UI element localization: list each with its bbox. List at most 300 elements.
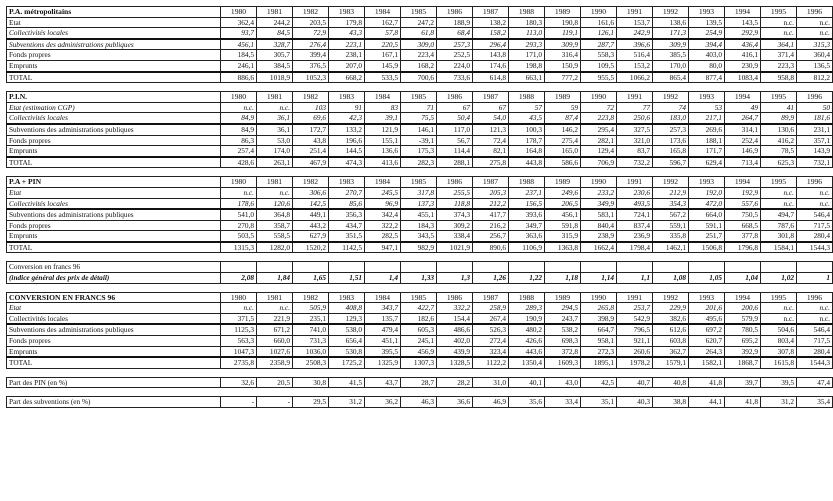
- value-cell: 144,5: [329, 146, 365, 157]
- row-label: Emprunts: [7, 346, 221, 357]
- value-cell: n.c.: [257, 187, 293, 198]
- value-cell: 563,3: [221, 336, 257, 347]
- conversion-value: 1,08: [653, 273, 689, 284]
- year-header: 1992: [653, 292, 689, 303]
- value-cell: 135,7: [365, 313, 401, 324]
- value-cell: 188,9: [437, 17, 473, 28]
- value-cell: 276,4: [293, 39, 329, 50]
- table-row: [7, 146, 833, 157]
- block-title: P.A + PIN: [7, 177, 221, 188]
- row-label: Subventions des administrations publiques: [7, 39, 221, 50]
- table-row: [7, 209, 833, 220]
- year-header: 1989: [545, 177, 581, 188]
- value-cell: 422,7: [401, 303, 437, 314]
- value-cell: 503,5: [221, 231, 257, 242]
- value-cell: 41: [761, 102, 797, 113]
- year-header: 1981: [257, 177, 293, 188]
- year-header: 1981: [257, 7, 293, 18]
- value-cell: 309,9: [545, 39, 581, 50]
- value-cell: 451,1: [365, 336, 401, 347]
- value-cell: 1307,3: [401, 357, 437, 368]
- value-cell: 493,5: [617, 198, 653, 209]
- value-cell: 362,4: [221, 17, 257, 28]
- value-cell: 84,9: [221, 124, 257, 135]
- value-cell: 77: [617, 102, 653, 113]
- value-cell: 78,5: [761, 146, 797, 157]
- value-cell: 890,6: [473, 242, 509, 253]
- table-row: [7, 50, 833, 61]
- value-cell: 252,5: [437, 50, 473, 61]
- value-cell: 2508,3: [293, 357, 329, 368]
- value-cell: 1662,4: [581, 242, 617, 253]
- value-cell: 837,4: [617, 220, 653, 231]
- value-cell: 137,3: [401, 198, 437, 209]
- value-cell: 349,9: [581, 198, 617, 209]
- year-header: 1985: [401, 92, 437, 103]
- share-value: 46,3: [401, 397, 437, 408]
- value-cell: 143,5: [725, 17, 761, 28]
- year-header: 1984: [365, 7, 401, 18]
- value-cell: 1978,2: [617, 357, 653, 368]
- conversion-value: 1,04: [725, 273, 761, 284]
- value-cell: n.c.: [221, 187, 257, 198]
- value-cell: 178,6: [221, 198, 257, 209]
- share-value: 40,1: [509, 377, 545, 388]
- value-cell: 393,6: [509, 209, 545, 220]
- value-cell: 629,4: [689, 157, 725, 168]
- value-cell: 315,3: [797, 39, 833, 50]
- value-cell: 200,6: [725, 303, 761, 314]
- table-row: [7, 39, 833, 50]
- year-header: 1982: [293, 92, 329, 103]
- value-cell: 267,4: [473, 313, 509, 324]
- value-cell: 428,6: [221, 157, 257, 168]
- value-cell: 257,4: [221, 146, 257, 157]
- value-cell: 698,3: [545, 336, 581, 347]
- value-cell: n.c.: [761, 28, 797, 39]
- year-header: 1985: [401, 7, 437, 18]
- value-cell: 557,6: [725, 198, 761, 209]
- value-cell: 260,6: [617, 346, 653, 357]
- empty-cell: [653, 262, 689, 273]
- year-header: 1990: [581, 177, 617, 188]
- value-cell: 184,5: [221, 50, 257, 61]
- share-value: 40,3: [617, 397, 653, 408]
- value-cell: 75,5: [401, 113, 437, 124]
- value-cell: 59: [545, 102, 581, 113]
- value-cell: 180,3: [509, 17, 545, 28]
- value-cell: 558,5: [257, 231, 293, 242]
- value-cell: 327,5: [617, 124, 653, 135]
- value-cell: 296,4: [473, 39, 509, 50]
- value-cell: n.c.: [221, 102, 257, 113]
- value-cell: n.c.: [257, 303, 293, 314]
- value-cell: 307,8: [761, 346, 797, 357]
- value-cell: 216,2: [473, 220, 509, 231]
- value-cell: 192,0: [689, 187, 725, 198]
- value-cell: 181,6: [797, 113, 833, 124]
- value-cell: 399,4: [293, 50, 329, 61]
- value-cell: 230,9: [725, 60, 761, 71]
- share-value: 31,0: [473, 377, 509, 388]
- value-cell: 1615,8: [761, 357, 797, 368]
- value-cell: 360,4: [797, 50, 833, 61]
- value-cell: 270,8: [221, 220, 257, 231]
- year-header: 1995: [761, 92, 797, 103]
- value-cell: 392,9: [725, 346, 761, 357]
- value-cell: 591,1: [689, 220, 725, 231]
- value-cell: -39,1: [401, 135, 437, 146]
- header-row: [7, 292, 833, 303]
- value-cell: 282,5: [365, 231, 401, 242]
- value-cell: 958,8: [761, 72, 797, 83]
- share-value: 38,8: [653, 397, 689, 408]
- value-cell: 224,0: [437, 60, 473, 71]
- year-header: 1989: [545, 92, 581, 103]
- value-cell: 1018,9: [257, 72, 293, 83]
- value-cell: 1520,2: [293, 242, 329, 253]
- value-cell: 289,3: [509, 303, 545, 314]
- value-cell: 167,1: [365, 50, 401, 61]
- row-label: Subventions des administrations publiques: [7, 324, 221, 335]
- conversion-value: 1,14: [581, 273, 617, 284]
- value-cell: 958,1: [581, 336, 617, 347]
- empty-cell: [365, 262, 401, 273]
- value-cell: 796,5: [617, 324, 653, 335]
- value-cell: 1315,3: [221, 242, 257, 253]
- value-cell: 731,3: [293, 336, 329, 347]
- year-header: 1988: [509, 292, 545, 303]
- value-cell: 436,4: [725, 39, 761, 50]
- year-header: 1985: [401, 177, 437, 188]
- value-cell: 530,8: [329, 346, 365, 357]
- value-cell: 921,1: [617, 336, 653, 347]
- value-cell: 249,6: [545, 187, 581, 198]
- year-header: 1990: [581, 292, 617, 303]
- value-cell: 526,3: [473, 324, 509, 335]
- value-cell: 1506,8: [689, 242, 725, 253]
- value-cell: 61,8: [401, 28, 437, 39]
- value-cell: 332,2: [437, 303, 473, 314]
- value-cell: 121,3: [473, 124, 509, 135]
- value-cell: n.c.: [797, 17, 833, 28]
- value-cell: 374,3: [437, 209, 473, 220]
- value-cell: 305,7: [257, 50, 293, 61]
- value-cell: 309,0: [401, 39, 437, 50]
- share-value: 28,2: [437, 377, 473, 388]
- value-cell: 50,4: [437, 113, 473, 124]
- value-cell: 171,3: [653, 28, 689, 39]
- value-cell: 190,9: [509, 313, 545, 324]
- row-label: TOTAL: [7, 72, 221, 83]
- conversion-value: 1,18: [545, 273, 581, 284]
- share-value: -: [257, 397, 293, 408]
- value-cell: 129,4: [581, 146, 617, 157]
- value-cell: 558,3: [581, 50, 617, 61]
- document-page: [6, 6, 830, 408]
- row-label: Collectivités locales: [7, 198, 221, 209]
- row-label: Etat (estimation CGP): [7, 102, 221, 113]
- value-cell: 82,1: [473, 146, 509, 157]
- value-cell: 620,7: [689, 336, 725, 347]
- value-cell: 408,8: [329, 303, 365, 314]
- share-value: 39,5: [761, 377, 797, 388]
- share-value: 28,7: [401, 377, 437, 388]
- row-label: TOTAL: [7, 242, 221, 253]
- table-block: [6, 176, 833, 253]
- empty-cell: [293, 262, 329, 273]
- value-cell: n.c.: [761, 303, 797, 314]
- value-cell: 280,4: [797, 231, 833, 242]
- year-header: 1982: [293, 177, 329, 188]
- year-header: 1992: [653, 92, 689, 103]
- share-value: 40,7: [617, 377, 653, 388]
- value-cell: 467,9: [293, 157, 329, 168]
- value-cell: 119,1: [545, 28, 581, 39]
- value-cell: 93,7: [221, 28, 257, 39]
- value-cell: 1122,2: [473, 357, 509, 368]
- value-cell: 217,1: [689, 113, 725, 124]
- value-cell: 1282,0: [257, 242, 293, 253]
- row-label: Fonds propres: [7, 50, 221, 61]
- year-header: 1983: [329, 7, 365, 18]
- empty-cell: [617, 262, 653, 273]
- value-cell: 364,8: [257, 209, 293, 220]
- value-cell: 49: [725, 102, 761, 113]
- share-row: [7, 377, 833, 388]
- value-cell: 309,2: [437, 220, 473, 231]
- year-header: 1995: [761, 292, 797, 303]
- value-cell: 173,6: [653, 135, 689, 146]
- value-cell: 456,1: [545, 209, 581, 220]
- value-cell: 426,6: [509, 336, 545, 347]
- value-cell: 264,7: [725, 113, 761, 124]
- value-cell: 280,4: [797, 346, 833, 357]
- empty-cell: [725, 262, 761, 273]
- value-cell: 349,7: [509, 220, 545, 231]
- value-cell: n.c.: [797, 187, 833, 198]
- year-header: 1992: [653, 7, 689, 18]
- conversion-value: 1,02: [761, 273, 797, 284]
- value-cell: n.c.: [761, 187, 797, 198]
- year-header: 1986: [437, 292, 473, 303]
- value-cell: 182,6: [401, 313, 437, 324]
- value-cell: 196,6: [329, 135, 365, 146]
- share-value: 36,6: [437, 397, 473, 408]
- value-cell: 663,1: [509, 72, 545, 83]
- year-header: 1980: [221, 92, 257, 103]
- empty-cell: [257, 262, 293, 273]
- table-block: [6, 261, 833, 283]
- value-cell: 394,4: [689, 39, 725, 50]
- value-cell: 741,0: [293, 324, 329, 335]
- value-cell: 750,5: [725, 209, 761, 220]
- year-header: 1993: [689, 292, 725, 303]
- value-cell: 247,2: [401, 17, 437, 28]
- block-gap: [6, 284, 796, 292]
- value-cell: 486,6: [437, 324, 473, 335]
- value-cell: 717,5: [797, 220, 833, 231]
- value-cell: 270,7: [329, 187, 365, 198]
- value-cell: 1868,7: [725, 357, 761, 368]
- conversion-title: Conversion en francs 96: [7, 262, 221, 273]
- value-cell: 591,8: [545, 220, 581, 231]
- value-cell: 1582,1: [689, 357, 725, 368]
- value-cell: 83: [365, 102, 401, 113]
- value-cell: 162,7: [365, 17, 401, 28]
- table-row: [7, 220, 833, 231]
- value-cell: 57: [509, 102, 545, 113]
- value-cell: 396,6: [617, 39, 653, 50]
- year-header: 1986: [437, 177, 473, 188]
- value-cell: 697,2: [689, 324, 725, 335]
- table-row: [7, 135, 833, 146]
- year-header: 1993: [689, 7, 725, 18]
- table-row: [7, 357, 833, 368]
- value-cell: 69,6: [293, 113, 329, 124]
- table-row: [7, 324, 833, 335]
- value-cell: 371,5: [221, 313, 257, 324]
- value-cell: 183,0: [653, 113, 689, 124]
- row-label: Subventions des administrations publiques: [7, 124, 221, 135]
- value-cell: 87,4: [545, 113, 581, 124]
- year-header: 1994: [725, 92, 761, 103]
- row-label: Etat: [7, 17, 221, 28]
- year-header: 1981: [257, 292, 293, 303]
- value-cell: 567,2: [653, 209, 689, 220]
- value-cell: 130,6: [761, 124, 797, 135]
- conversion-value: 1,05: [689, 273, 725, 284]
- value-cell: 343,7: [365, 303, 401, 314]
- conversion-value: 1,26: [473, 273, 509, 284]
- year-header: 1984: [365, 292, 401, 303]
- share-value: 35,1: [581, 397, 617, 408]
- value-cell: 395,5: [365, 346, 401, 357]
- value-cell: 43,3: [329, 28, 365, 39]
- table-block: [6, 377, 833, 389]
- table-row: [7, 336, 833, 347]
- year-header: 1993: [689, 92, 725, 103]
- value-cell: 133,2: [329, 124, 365, 135]
- value-cell: 223,8: [581, 113, 617, 124]
- value-cell: 1325,9: [365, 357, 401, 368]
- value-cell: 812,2: [797, 72, 833, 83]
- year-header: 1996: [797, 7, 833, 18]
- block-gap: [6, 388, 796, 396]
- value-cell: 207,0: [329, 60, 365, 71]
- value-cell: 1544,3: [797, 357, 833, 368]
- value-cell: 243,7: [545, 313, 581, 324]
- value-cell: 546,4: [797, 324, 833, 335]
- value-cell: 206,5: [545, 198, 581, 209]
- value-cell: 86,3: [221, 135, 257, 146]
- value-cell: 129,3: [329, 313, 365, 324]
- share-value: 31,2: [329, 397, 365, 408]
- table-row: [7, 187, 833, 198]
- block-gap: [6, 253, 796, 261]
- value-cell: 322,2: [365, 220, 401, 231]
- table-block: [6, 292, 833, 369]
- value-cell: 39,1: [365, 113, 401, 124]
- share-label: Part des PIN (en %): [7, 377, 221, 388]
- value-cell: 382,6: [653, 313, 689, 324]
- value-cell: 1021,9: [437, 242, 473, 253]
- value-cell: 328,7: [257, 39, 293, 50]
- value-cell: 146,9: [725, 146, 761, 157]
- value-cell: 472,0: [689, 198, 725, 209]
- value-cell: 434,7: [329, 220, 365, 231]
- year-header: 1987: [473, 177, 509, 188]
- value-cell: 43,8: [293, 135, 329, 146]
- value-cell: 317,8: [401, 187, 437, 198]
- value-cell: 80,0: [689, 60, 725, 71]
- value-cell: 443,6: [509, 346, 545, 357]
- value-cell: 275,4: [545, 135, 581, 146]
- value-cell: 321,0: [617, 135, 653, 146]
- value-cell: 295,4: [581, 124, 617, 135]
- value-cell: 706,9: [581, 157, 617, 168]
- value-cell: 272,3: [581, 346, 617, 357]
- value-cell: 376,5: [293, 60, 329, 71]
- empty-cell: [545, 262, 581, 273]
- value-cell: 886,6: [221, 72, 257, 83]
- value-cell: 505,9: [293, 303, 329, 314]
- value-cell: 251,4: [293, 146, 329, 157]
- value-cell: 614,8: [473, 72, 509, 83]
- value-cell: 255,5: [437, 187, 473, 198]
- value-cell: 724,1: [617, 209, 653, 220]
- value-cell: 153,7: [617, 17, 653, 28]
- value-cell: 250,6: [617, 113, 653, 124]
- value-cell: 449,1: [293, 209, 329, 220]
- value-cell: n.c.: [797, 198, 833, 209]
- row-label: Fonds propres: [7, 220, 221, 231]
- value-cell: 36,1: [257, 124, 293, 135]
- value-cell: 294,5: [545, 303, 581, 314]
- block-title: P.I.N.: [7, 92, 221, 103]
- value-cell: 538,0: [329, 324, 365, 335]
- value-cell: 1083,4: [725, 72, 761, 83]
- year-header: 1991: [617, 7, 653, 18]
- conversion-value: 1,22: [509, 273, 545, 284]
- value-cell: 1036,0: [293, 346, 329, 357]
- value-cell: 85,6: [329, 198, 365, 209]
- share-row: [7, 397, 833, 408]
- row-label: Subventions des administrations publiques: [7, 209, 221, 220]
- value-cell: 282,3: [401, 157, 437, 168]
- value-cell: 145,9: [365, 60, 401, 71]
- empty-cell: [329, 262, 365, 273]
- value-cell: n.c.: [761, 17, 797, 28]
- value-cell: 1725,2: [329, 357, 365, 368]
- year-header: 1988: [509, 7, 545, 18]
- value-cell: 198,8: [509, 60, 545, 71]
- year-header: 1989: [545, 292, 581, 303]
- year-header: 1996: [797, 177, 833, 188]
- value-cell: n.c.: [797, 28, 833, 39]
- value-cell: 171,0: [509, 50, 545, 61]
- value-cell: 777,2: [545, 72, 581, 83]
- value-cell: 252,4: [725, 135, 761, 146]
- year-header: 1996: [797, 92, 833, 103]
- value-cell: 1027,6: [257, 346, 293, 357]
- value-cell: 50: [797, 102, 833, 113]
- value-cell: 2735,8: [221, 357, 257, 368]
- table-row: [7, 157, 833, 168]
- value-cell: 114,4: [437, 146, 473, 157]
- value-cell: 351,5: [329, 231, 365, 242]
- table-row: [7, 303, 833, 314]
